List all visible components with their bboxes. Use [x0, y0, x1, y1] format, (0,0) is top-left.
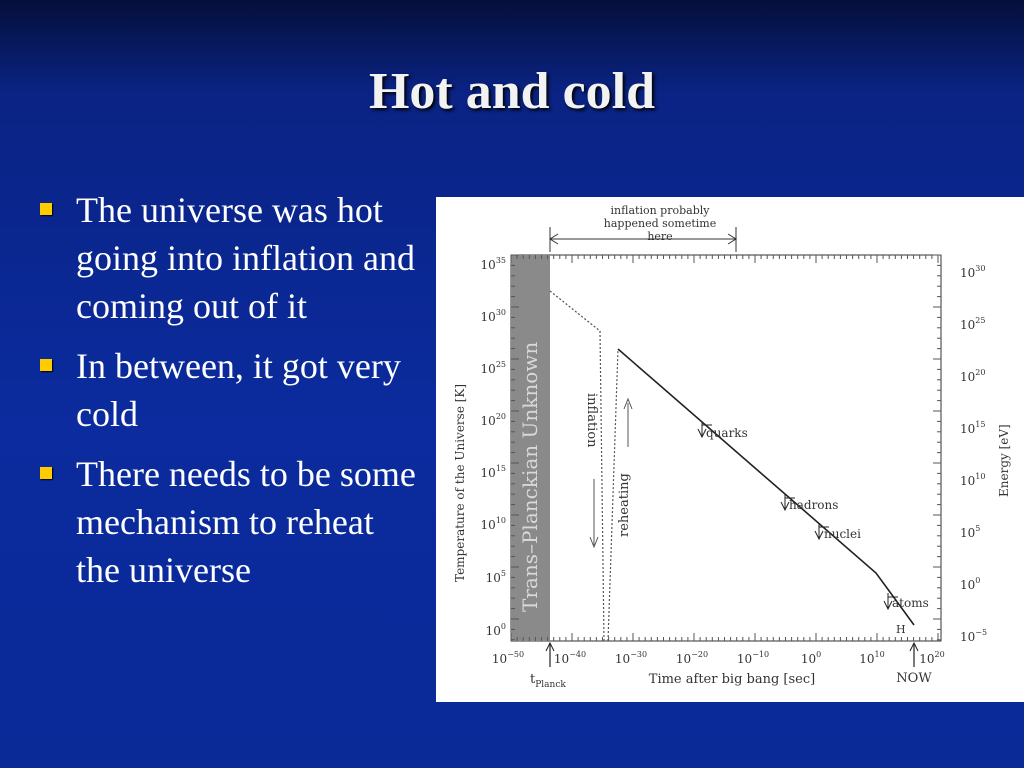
square-bullet-icon: [40, 467, 52, 479]
y-right-tick-label: $10^5$: [960, 524, 981, 540]
y-left-tick-label: $10^{10}$: [480, 516, 506, 532]
y-left-tick-label: $10^{20}$: [480, 412, 506, 428]
x-axis-title: Time after big bang [sec]: [648, 672, 816, 687]
top-note-line-1: inflation probably: [610, 204, 710, 217]
y-left-tick-label: $10^5$: [485, 569, 506, 585]
square-bullet-icon: [40, 203, 52, 215]
x-tick-labels: [492, 650, 945, 666]
now-label: NOW: [896, 671, 932, 686]
atoms-label: atoms: [892, 596, 929, 610]
bullet-item: [36, 450, 416, 594]
square-bullet-icon: [40, 359, 52, 371]
y-left-tick-label: $10^{35}$: [480, 256, 506, 272]
slide-title: Hot and cold: [368, 63, 656, 120]
event-quarks: [698, 421, 748, 440]
nuclei-label: nuclei: [824, 527, 861, 541]
y-right-tick-label: $10^{20}$: [960, 368, 986, 384]
figure-svg: [436, 197, 1024, 702]
y-right-tick-label: $10^{10}$: [960, 472, 986, 488]
y-left-tick-labels: [481, 256, 506, 638]
x-tick-label: $10^{20}$: [919, 650, 945, 666]
quarks-label: quarks: [706, 426, 748, 440]
inflation-dotted-line: [550, 291, 604, 641]
temperature-curve: [618, 349, 914, 625]
bullet-item: [36, 186, 416, 330]
x-tick-label: $10^0$: [800, 650, 822, 666]
y-left-axis-title: Temperature of the Universe [K]: [453, 383, 467, 582]
bullet-text: There needs to be some mechanism to reheat the universe: [76, 454, 416, 590]
x-tick-label: $10^{-40}$: [553, 650, 587, 666]
bullet-list: [36, 186, 416, 606]
x-tick-label: $10^{10}$: [859, 650, 885, 666]
band-label: Trans–Planckian Unknown: [518, 341, 542, 612]
bullet-text: The universe was hot going into inflation and coming out of it: [76, 190, 415, 326]
top-note-line-3: here: [647, 230, 673, 243]
y-left-tick-label: $10^{30}$: [480, 308, 506, 324]
inflation-label: inflation: [584, 393, 599, 448]
y-left-tick-label: $10^{15}$: [480, 464, 506, 480]
y-right-tick-label: $10^0$: [960, 576, 981, 592]
x-tick-label: $10^{-20}$: [675, 650, 709, 666]
y-right-tick-label: $10^{25}$: [960, 316, 986, 332]
h-label: H: [896, 623, 906, 636]
y-right-axis-title: Energy [eV]: [997, 424, 1011, 497]
axis-tick-marks: [511, 255, 941, 641]
x-tick-label: $10^{-50}$: [491, 650, 525, 666]
bullet-text: In between, it got very cold: [76, 346, 401, 434]
x-tick-label: $10^{-30}$: [614, 650, 648, 666]
top-note-line-2: happened sometime: [603, 217, 717, 230]
y-right-tick-label: $10^{15}$: [960, 420, 986, 436]
event-hadrons: [781, 494, 838, 512]
y-right-tick-label: $10^{-5}$: [960, 628, 988, 644]
y-right-tick-label: $10^{30}$: [960, 264, 986, 280]
bullet-item: [36, 342, 416, 438]
y-right-tick-labels: [960, 264, 987, 644]
plot-frame: [511, 255, 941, 641]
y-left-tick-label: $10^0$: [485, 622, 506, 638]
planck-label: $t_{Planck}$: [530, 672, 566, 690]
hadrons-label: hadrons: [789, 498, 839, 512]
temperature-history-figure: [436, 197, 1024, 702]
reheating-label: reheating: [617, 473, 632, 537]
y-left-tick-label: $10^{25}$: [480, 360, 506, 376]
x-tick-label: $10^{-10}$: [736, 650, 770, 666]
